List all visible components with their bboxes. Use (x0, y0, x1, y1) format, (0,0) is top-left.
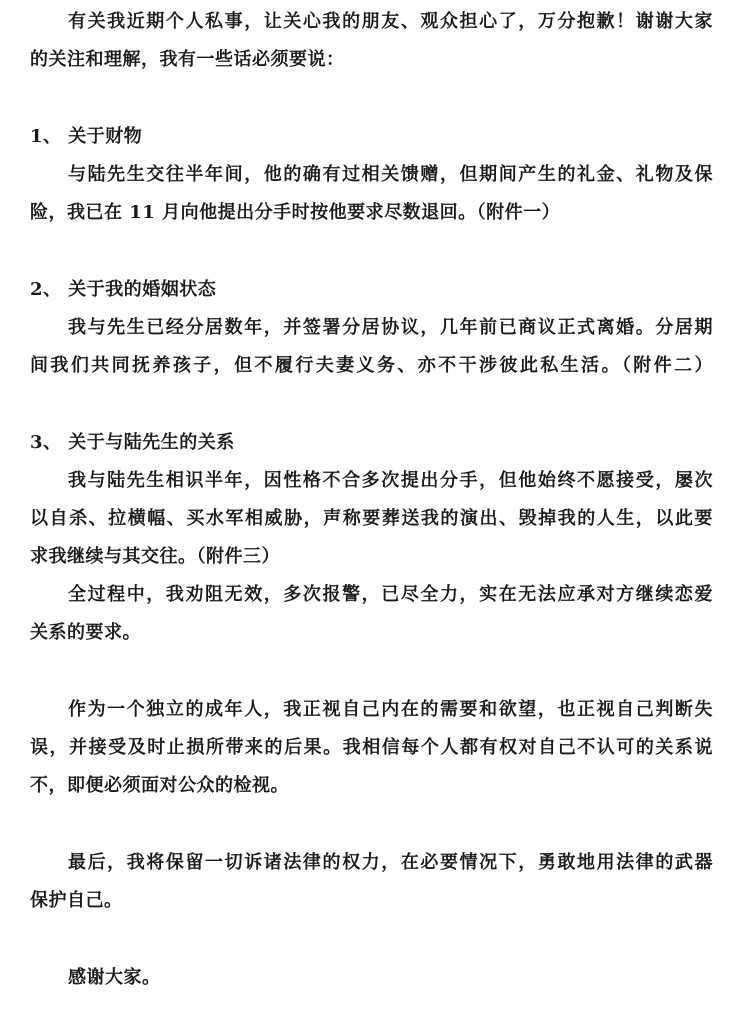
adult-para-line-3: 不，即便必须面对公众的检视。 (30, 775, 289, 796)
intro-line-2: 的关注和理解，我有一些话必须要说： (30, 49, 345, 70)
section-3-heading: 3、 关于与陆先生的关系 (30, 432, 235, 453)
section-3-line-1: 我与陆先生相识半年，因性格不合多次提出分手，但他始终不愿接受，屡次 (68, 470, 713, 491)
adult-para-line-1: 作为一个独立的成年人，我正视自己内在的需要和欲望，也正视自己判断失 (68, 699, 713, 720)
section-2-line-2: 间我们共同抚养孩子，但不履行夫妻义务、亦不干涉彼此私生活。（附件二） (30, 355, 713, 376)
section-3-line-4: 全过程中，我劝阻无效，多次报警，已尽全力，实在无法应承对方继续恋爱 (68, 584, 713, 605)
section-1-heading: 1、 关于财物 (30, 126, 143, 147)
final-para-line-2: 保护自己。 (30, 890, 123, 911)
section-2-line-1: 我与先生已经分居数年，并签署分居协议，几年前已商议正式离婚。分居期 (68, 317, 713, 338)
section-3-line-3: 求我继续与其交往。（附件三） (30, 546, 280, 567)
section-3-line-5: 关系的要求。 (30, 622, 141, 643)
intro-line-1: 有关我近期个人私事，让关心我的朋友、观众担心了，万分抱歉！谢谢大家 (68, 11, 713, 32)
section-1-line-2: 险，我已在 11 月向他提出分手时按他要求尽数退回。（附件一） (30, 202, 561, 223)
final-para-line-1: 最后，我将保留一切诉诸法律的权力，在必要情况下，勇敢地用法律的武器 (68, 852, 713, 873)
section-1-line-1: 与陆先生交往半年间，他的确有过相关馈赠，但期间产生的礼金、礼物及保 (68, 164, 713, 185)
section-3-line-2: 以自杀、拉横幅、买水军相威胁，声称要葬送我的演出、毁掉我的人生，以此要 (30, 508, 713, 529)
section-2-heading: 2、 关于我的婚姻状态 (30, 279, 217, 300)
closing-line: 感谢大家。 (68, 967, 161, 988)
adult-para-line-2: 误，并接受及时止损所带来的后果。我相信每个人都有权对自己不认可的关系说 (30, 737, 713, 758)
